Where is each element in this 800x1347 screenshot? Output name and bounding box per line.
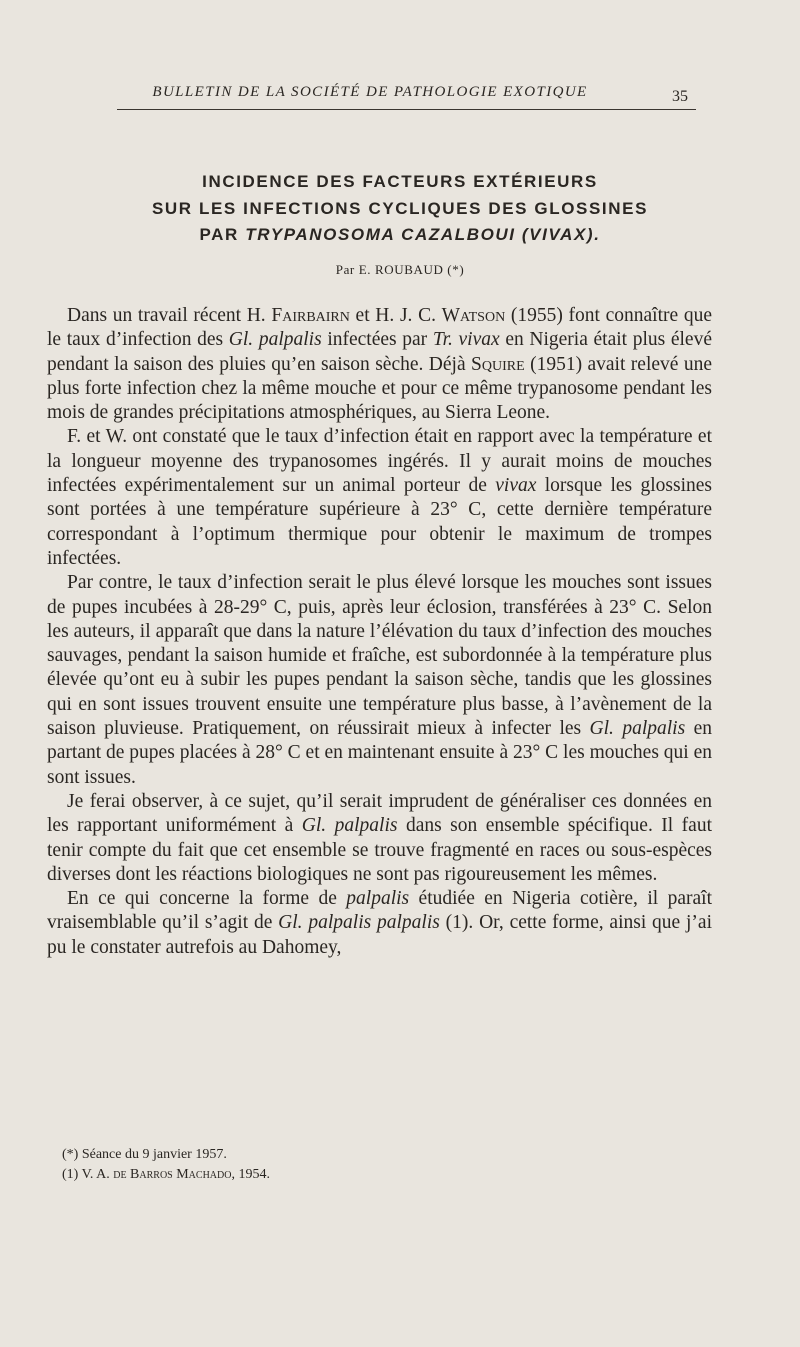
paragraph-5 xyxy=(47,887,712,960)
paragraph-4 xyxy=(47,790,712,887)
text-run: (1951) avait relevé une plus forte infection chez la même mouche et pour ce même trypanosome pendant les mois de grandes précipitations atmosphériques, au Sierra Leone. xyxy=(47,353,712,424)
text-run: , 1954. xyxy=(231,1167,270,1182)
species-name: Gl. palpalis xyxy=(301,815,398,837)
header-rule xyxy=(117,109,696,110)
text-run: (1) V. A. xyxy=(62,1167,114,1182)
title-par: PAR xyxy=(199,225,239,244)
author-name: de Barros Machado xyxy=(113,1167,232,1182)
text-run: En ce qui concerne la forme de xyxy=(67,888,347,910)
text-run: Je ferai observer, à ce sujet, qu’il serait imprudent de généraliser ces données en les rapportant uniformément à xyxy=(47,790,712,837)
page-number: 35 xyxy=(672,88,688,105)
article-title-line-2: SUR LES INFECTIONS CYCLIQUES DES GLOSSINES xyxy=(151,199,649,218)
paragraph-3 xyxy=(47,571,712,790)
article-title-line-3 xyxy=(80,225,720,245)
article-body xyxy=(47,304,712,960)
running-head: BULLETIN DE LA SOCIÉTÉ DE PATHOLOGIE EXOTIQUE xyxy=(152,84,588,100)
species-name: Gl. palpalis xyxy=(228,329,322,351)
text-run: infectées par xyxy=(321,329,433,351)
paragraph-1 xyxy=(47,304,712,425)
author-byline: Par E. ROUBAUD (*) xyxy=(335,262,465,277)
author-name: Watson xyxy=(441,305,506,326)
text-run: dans son ensemble spécifique. Il faut tenir compte du fait que cet ensemble se trouve fragmenté en races ou sous-espèces diverses dont les réactions biologiques ne sont pas rigoureusement les mêmes. xyxy=(47,815,712,885)
text-run: lorsque les glossines sont portées à une température supérieure à 23° C, cette dernière température correspondant à l’optimum thermique pour obtenir le maximum de trompes infectées. xyxy=(47,475,712,569)
footnotes xyxy=(62,1145,662,1185)
author-name: Fairbairn xyxy=(271,305,350,326)
text-run: F. et W. ont constaté que le taux d’infection était en rapport avec la température et la longueur moyenne des trypanosomes ingérés. Il y aurait moins de mouches infectées expérimentalement sur un animal porteur de xyxy=(47,426,712,497)
footnote-session: (*) Séance du 9 janvier 1957. xyxy=(62,1147,227,1162)
species-name: palpalis xyxy=(346,888,410,910)
text-run: (1955) font connaître que le taux d’infection des xyxy=(47,305,712,351)
title-species: TRYPANOSOMA CAZALBOUI (VIVAX). xyxy=(245,225,601,244)
text-run: Par contre, le taux d’infection serait le plus élevé lorsque les mouches sont issues de pupes incubées à 28-29° C, puis, après leur éclosion, transférées à 23° C. Selon les auteurs, il apparaît que dans la nature l’élévation du taux d’infection des mouches sauvages, pendant la saison humide et fraîche, est subordonnée à la température plus élevée qu’ont eu à subir les pupes pendant la saison sèche, tandis que les glossines qui en sont issues trouvent ensuite une température plus basse, à l’avènement de la saison pluvieuse. Pratiquement, on réussirait mieux à infecter les xyxy=(47,572,712,740)
footnote-reference xyxy=(62,1165,662,1185)
text-run: en partant de pupes placées à 28° C et en maintenant ensuite à 23° C les mouches qui en sont issues. xyxy=(47,718,713,788)
text-run: (1). Or, cette forme, ainsi que j’ai pu le constater autrefois au Dahomey, xyxy=(47,912,712,958)
author-name: Squire xyxy=(471,353,525,375)
article-title-line-1: INCIDENCE DES FACTEURS EXTÉRIEURS xyxy=(202,172,598,191)
text-run: et H. J. C. xyxy=(349,305,442,326)
text-run: étudiée en Nigeria cotière, il paraît vraisemblable qu’il s’agit de xyxy=(47,888,712,934)
text-run: Dans un travail récent H. xyxy=(67,305,272,326)
text-run: en Nigeria était plus élevé pendant la saison des pluies qu’en saison sèche. Déjà xyxy=(47,329,712,375)
paragraph-2 xyxy=(47,425,712,571)
species-name: Gl. palpalis palpalis xyxy=(278,912,440,934)
species-name: Tr. vivax xyxy=(432,329,500,351)
species-name: vivax xyxy=(495,475,537,497)
species-name: Gl. palpalis xyxy=(589,718,686,740)
